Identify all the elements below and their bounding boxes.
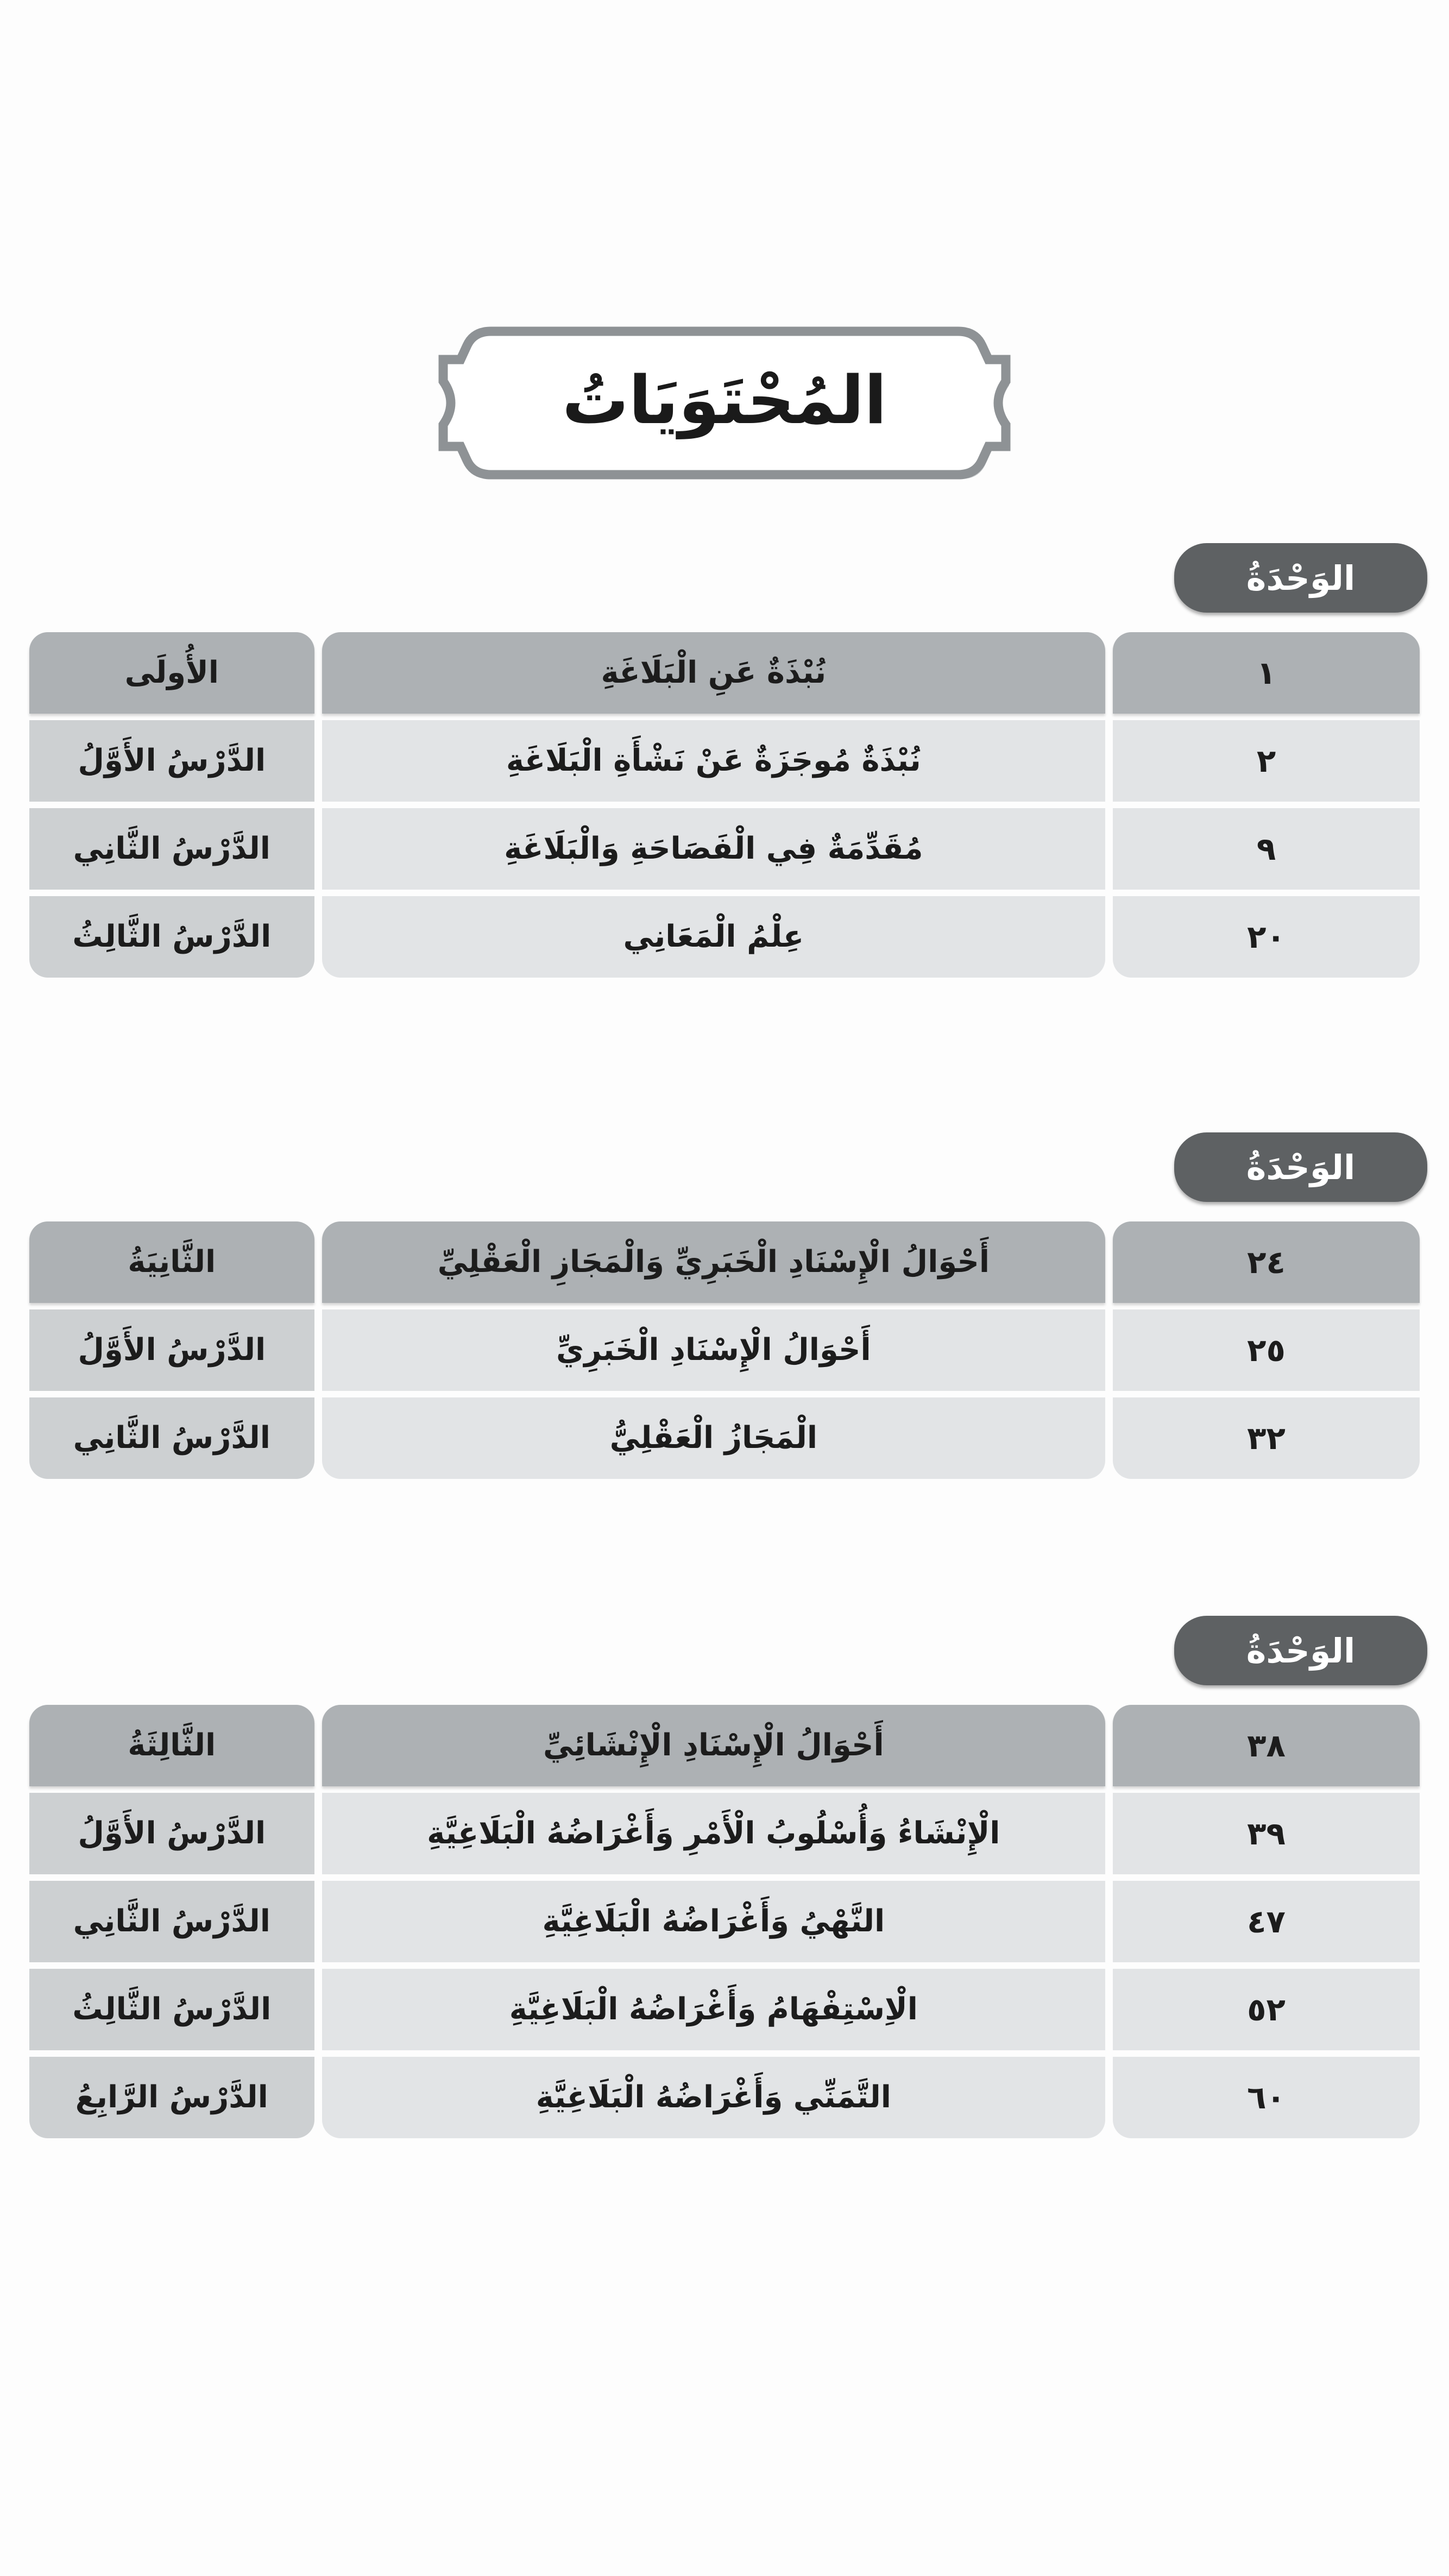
unit-badge-row-2 (22, 1132, 1427, 1202)
unit-label-cell: الدَّرْسُ الأَوَّلُ (29, 1793, 314, 1874)
lesson-title-cell: أَحْوَالُ الْإِسْنَادِ الْإِنْشَائِيِّ (322, 1705, 1106, 1786)
lesson-title-cell: نُبْذَةٌ مُوجَزَةٌ عَنْ نَشْأَةِ الْبَلَاغَةِ (322, 720, 1106, 802)
unit-badge-1: الوَحْدَةُ (1174, 543, 1427, 613)
unit-label-cell: الدَّرْسُ الثَّانِي (29, 808, 314, 890)
unit-badge-3: الوَحْدَةُ (1174, 1616, 1427, 1685)
toc-section-1 (22, 543, 1427, 984)
table-row[interactable] (29, 1793, 1420, 1874)
lesson-title-cell: النَّهْيُ وَأَغْرَاضُهُ الْبَلَاغِيَّةِ (322, 1881, 1106, 1962)
page-number-cell: ٣٢ (1113, 1397, 1420, 1479)
table-row[interactable] (29, 1705, 1420, 1786)
unit-label-cell: الدَّرْسُ الأَوَّلُ (29, 720, 314, 802)
unit-label-cell: الثَّالِثَةُ (29, 1705, 314, 1786)
title-cartouche-frame (426, 322, 1023, 484)
table-row[interactable] (29, 632, 1420, 714)
page-number-cell: ٢٤ (1113, 1221, 1420, 1303)
lesson-title-cell: الْإِنْشَاءُ وَأُسْلُوبُ الْأَمْرِ وَأَغْرَاضُهُ الْبَلَاغِيَّةِ (322, 1793, 1106, 1874)
toc-table-1 (22, 626, 1427, 984)
page-number-cell: ٣٩ (1113, 1793, 1420, 1874)
table-row[interactable] (29, 1881, 1420, 1962)
unit-badge-row-3 (22, 1616, 1427, 1685)
lesson-title-cell: عِلْمُ الْمَعَانِي (322, 896, 1106, 978)
lesson-title-cell: أَحْوَالُ الْإِسْنَادِ الْخَبَرِيِّ (322, 1309, 1106, 1391)
toc-section-2 (22, 1132, 1427, 1485)
lesson-title-cell: مُقَدِّمَةٌ فِي الْفَصَاحَةِ وَالْبَلَاغَةِ (322, 808, 1106, 890)
lesson-title-cell: الْمَجَازُ الْعَقْلِيُّ (322, 1397, 1106, 1479)
table-row[interactable] (29, 808, 1420, 890)
unit-label-cell: الدَّرْسُ الثَّانِي (29, 1397, 314, 1479)
table-row[interactable] (29, 2057, 1420, 2138)
unit-label-cell: الدَّرْسُ الثَّالِثُ (29, 1969, 314, 2050)
table-row[interactable] (29, 1969, 1420, 2050)
page-number-cell: ٣٨ (1113, 1705, 1420, 1786)
table-row[interactable] (29, 720, 1420, 802)
table-row[interactable] (29, 1309, 1420, 1391)
page-number-cell: ٦٠ (1113, 2057, 1420, 2138)
lesson-title-cell: نُبْذَةٌ عَنِ الْبَلَاغَةِ (322, 632, 1106, 714)
unit-badge-2: الوَحْدَةُ (1174, 1132, 1427, 1202)
page-number-cell: ٢٥ (1113, 1309, 1420, 1391)
page-title-container (0, 322, 1449, 484)
table-row[interactable] (29, 1397, 1420, 1479)
unit-label-cell: الدَّرْسُ الثَّانِي (29, 1881, 314, 1962)
page-number-cell: ٥٢ (1113, 1969, 1420, 2050)
page-number-cell: ٩ (1113, 808, 1420, 890)
table-row[interactable] (29, 1221, 1420, 1303)
page-number-cell: ٤٧ (1113, 1881, 1420, 1962)
toc-table-2 (22, 1215, 1427, 1485)
unit-label-cell: الدَّرْسُ الثَّالِثُ (29, 896, 314, 978)
lesson-title-cell: الْاِسْتِفْهَامُ وَأَغْرَاضُهُ الْبَلَاغِيَّةِ (322, 1969, 1106, 2050)
lesson-title-cell: التَّمَنِّي وَأَغْرَاضُهُ الْبَلَاغِيَّةِ (322, 2057, 1106, 2138)
toc-section-3 (22, 1616, 1427, 2145)
lesson-title-cell: أَحْوَالُ الْإِسْنَادِ الْخَبَرِيِّ وَالْمَجَازِ الْعَقْلِيِّ (322, 1221, 1106, 1303)
unit-badge-row-1 (22, 543, 1427, 613)
unit-label-cell: الثَّانِيَةُ (29, 1221, 314, 1303)
page-number-cell: ١ (1113, 632, 1420, 714)
page-number-cell: ٢٠ (1113, 896, 1420, 978)
toc-table-3 (22, 1698, 1427, 2145)
page-number-cell: ٢ (1113, 720, 1420, 802)
table-row[interactable] (29, 896, 1420, 978)
unit-label-cell: الدَّرْسُ الأَوَّلُ (29, 1309, 314, 1391)
unit-label-cell: الدَّرْسُ الرَّابِعُ (29, 2057, 314, 2138)
unit-label-cell: الأُولَى (29, 632, 314, 714)
page-title: المُحْتَوَيَاتُ (562, 362, 887, 439)
